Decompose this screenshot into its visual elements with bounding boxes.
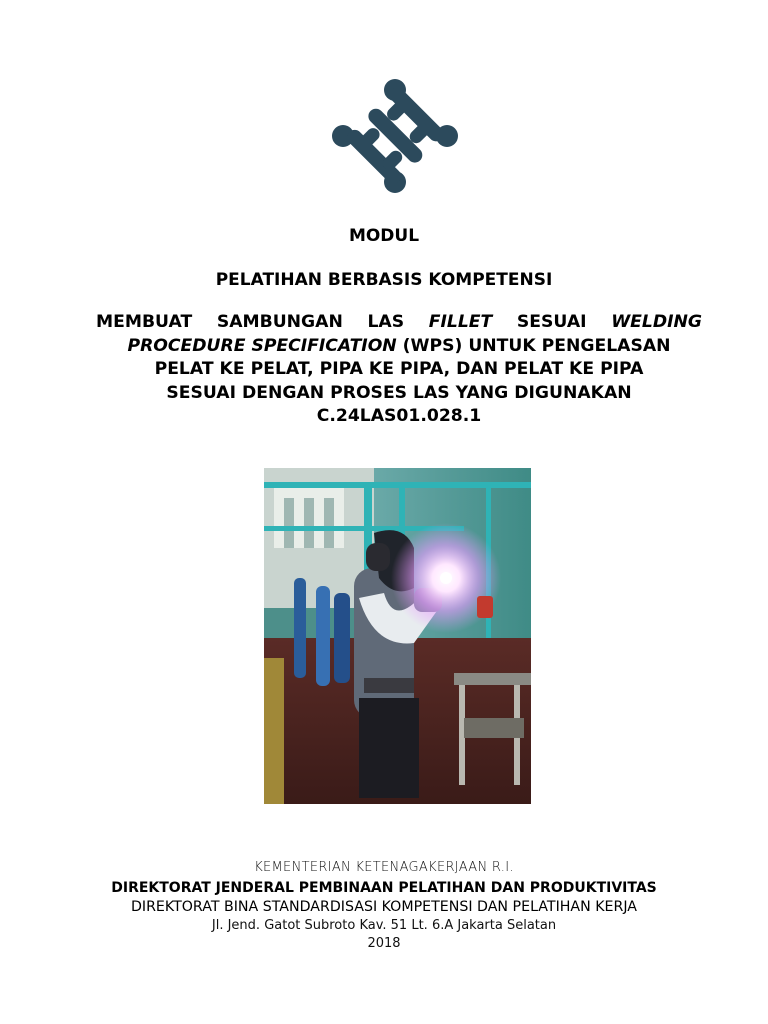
unit-code: C.24LAS01.028.1 [316,406,482,426]
title-line-2: PROCEDURE SPECIFICATION (WPS) UNTUK PENGELASAN [127,335,671,356]
address: Jl. Jend. Gatot Subroto Kav. 51 Lt. 6.A Jakarta Selatan [211,918,557,933]
directorate: DIREKTORAT BINA STANDARDISASI KOMPETENSI DAN PELATIHAN KERJA [130,899,638,915]
title-line-1: MEMBUAT SAMBUNGAN LAS FILLET SESUAI WELDING [96,312,702,332]
welding-photo [264,468,531,804]
module-label: MODUL [348,226,420,246]
footer-publisher [0,858,768,953]
title-line-4: SESUAI DENGAN PROSES LAS YANG DIGUNAKAN [166,382,632,403]
training-subtitle: PELATIHAN BERBASIS KOMPETENSI [215,270,553,290]
ministry-logo [330,78,460,194]
module-title [96,311,702,429]
publication-year: 2018 [367,936,401,951]
title-line-3: PELAT KE PELAT, PIPA KE PIPA, DAN PELAT KE PIPA [154,359,644,379]
ministry-name: KEMENTERIAN KETENAGAKERJAAN R.I. [254,860,514,875]
directorate-general: DIREKTORAT JENDERAL PEMBINAAN PELATIHAN DAN PRODUKTIVITAS [111,880,657,896]
